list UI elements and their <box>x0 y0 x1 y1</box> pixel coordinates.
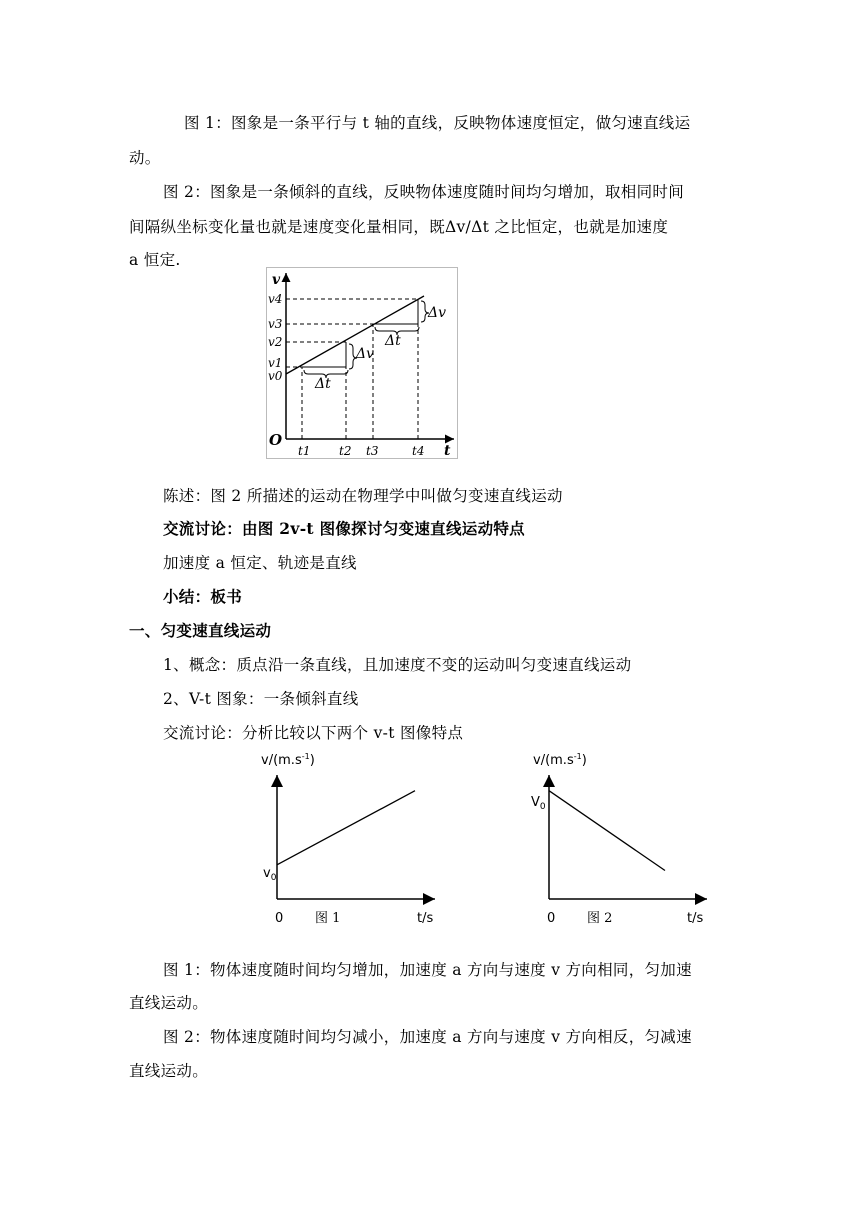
chart-fig1-accelerating <box>255 745 455 930</box>
delta-v-label-2: Δv <box>428 305 447 321</box>
v0-label: v0 <box>268 369 283 383</box>
v2-label: v2 <box>268 335 283 349</box>
chart2-xlabel: t/s <box>687 911 704 926</box>
answer-text: 加速度 a 恒定、轨迹是直线 <box>163 554 357 572</box>
chart2-series-line <box>549 791 665 871</box>
t1-label: t1 <box>298 444 311 458</box>
t3-label: t3 <box>366 444 379 458</box>
chart1-ylabel: $v/(m.s^{-1})$ <box>261 752 315 768</box>
chart2-v0-label: $V_0$ <box>531 795 546 812</box>
paragraph-fig2-line1: 图 2：图象是一条倾斜的直线，反映物体速度随时间均匀增加，取相同时间 <box>163 183 684 201</box>
vt-diagram-uniform-acceleration <box>266 267 458 459</box>
chart1-caption: 图 1 <box>315 911 341 926</box>
delta-t-label-1: Δt <box>315 376 331 392</box>
chart1-xlabel: t/s <box>417 911 434 926</box>
y-axis-label: v <box>272 272 281 288</box>
v3-label: v3 <box>268 317 283 331</box>
conclusion-fig2-line1: 图 2：物体速度随时间均匀减小，加速度 a 方向与速度 v 方向相反，匀减速 <box>163 1028 692 1046</box>
chart2-origin-label: 0 <box>547 911 556 926</box>
discussion-heading-1: 交流讨论：由图 2v-t 图像探讨匀变速直线运动特点 <box>163 519 525 538</box>
conclusion-fig1-line2: 直线运动。 <box>129 994 209 1012</box>
paragraph-fig1-line2: 动。 <box>129 149 161 167</box>
delta-t-label-2: Δt <box>385 333 401 349</box>
chart2-caption: 图 2 <box>587 911 613 926</box>
delta-v-label-1: Δv <box>356 346 375 362</box>
concept-text: 1、概念：质点沿一条直线，且加速度不变的运动叫匀变速直线运动 <box>163 656 632 674</box>
paragraph-fig1-line1: 图 1：图象是一条平行与 t 轴的直线，反映物体速度恒定，做匀速直线运 <box>184 114 691 132</box>
v1-label: v1 <box>268 356 283 370</box>
chart1-series-line <box>277 791 415 865</box>
chart2-ylabel: $v/(m.s^{-1})$ <box>533 752 587 768</box>
x-axis-label: t <box>444 443 451 459</box>
v4-label: v4 <box>268 292 283 306</box>
chart1-v0-label: $v_0$ <box>263 866 277 883</box>
chart-fig2-decelerating <box>527 745 727 930</box>
paragraph-fig2-line3: a 恒定. <box>129 251 181 269</box>
t2-label: t2 <box>339 444 352 458</box>
section-heading: 一、匀变速直线运动 <box>129 621 272 640</box>
chart1-origin-label: 0 <box>275 911 284 926</box>
discussion-heading-2: 交流讨论：分析比较以下两个 v-t 图像特点 <box>163 724 464 742</box>
statement-text: 陈述：图 2 所描述的运动在物理学中叫做匀变速直线运动 <box>163 487 563 505</box>
origin-label: O <box>269 431 283 449</box>
t4-label: t4 <box>412 444 425 458</box>
paragraph-fig2-line2: 间隔纵坐标变化量也就是速度变化量相同，既Δv/Δt 之比恒定，也就是加速度 <box>129 218 669 236</box>
summary-heading: 小结：板书 <box>163 587 243 606</box>
vt-graph-text: 2、V-t 图象：一条倾斜直线 <box>163 690 359 708</box>
conclusion-fig1-line1: 图 1：物体速度随时间均匀增加，加速度 a 方向与速度 v 方向相同，匀加速 <box>163 961 692 979</box>
conclusion-fig2-line2: 直线运动。 <box>129 1062 209 1080</box>
